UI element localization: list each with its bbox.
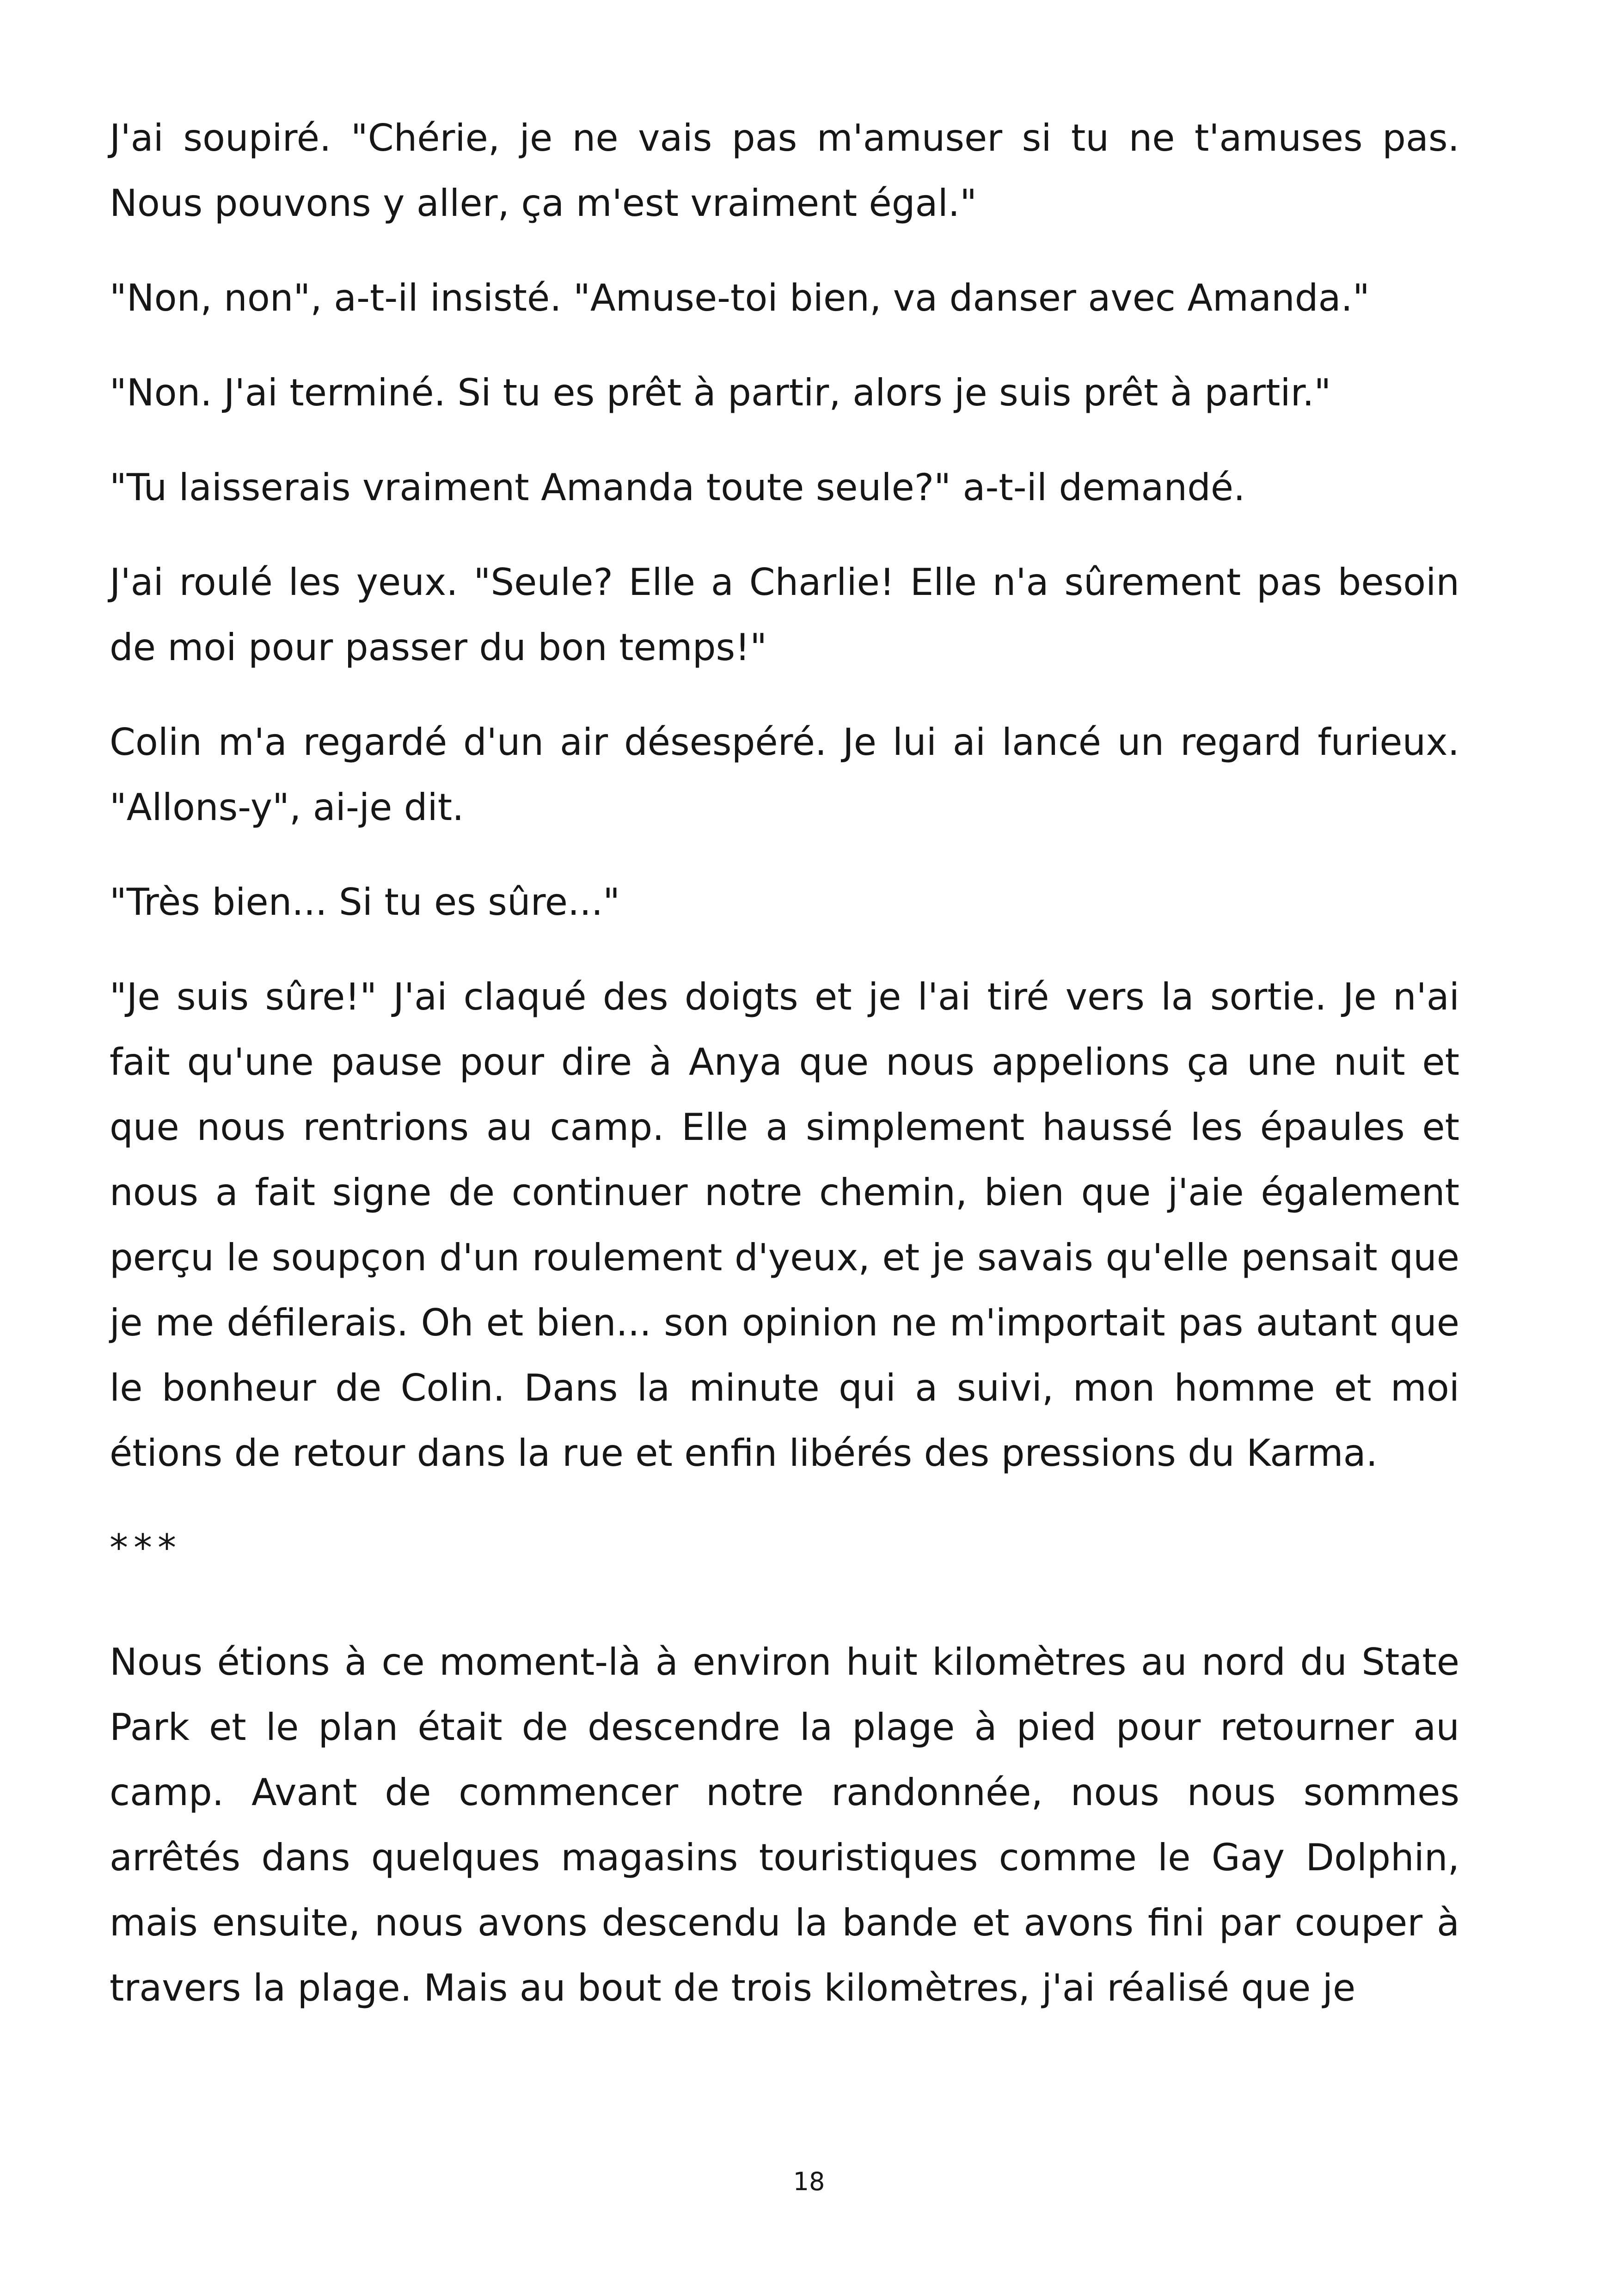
paragraph-4: "Tu laisserais vraiment Amanda toute seule?" a-t-il demandé. <box>110 466 1245 509</box>
page-body <box>110 105 1459 2050</box>
paragraph-1: J'ai soupiré. "Chérie, je ne vais pas m'amuser si tu ne t'amuses pas. Nous pouvons y aller, ça m'est vraiment égal." <box>110 116 1459 225</box>
paragraph-3: "Non. J'ai terminé. Si tu es prêt à partir, alors je suis prêt à partir." <box>110 371 1331 414</box>
page-number: 18 <box>793 2167 825 2196</box>
paragraph-5: J'ai roulé les yeux. "Seule? Elle a Charlie! Elle n'a sûrement pas besoin de moi pour passer du bon temps!" <box>110 561 1459 669</box>
section-separator: *** <box>110 1526 182 1569</box>
paragraph-7: "Très bien... Si tu es sûre..." <box>110 881 620 924</box>
paragraph-final: Nous étions à ce moment-là à environ huit kilomètres au nord du State Park et le plan était de descendre la plage à pied pour retourner au camp. Avant de commencer notre randonnée, nous nous sommes arrêtés dans quelques magasins touristiques comme le Gay Dolphin, mais ensuite, nous avons descendu la bande et avons fini par couper à travers la plage. Mais au bout de trois kilomètres, j'ai réalisé que je <box>110 1641 1459 2009</box>
paragraph-8: "Je suis sûre!" J'ai claqué des doigts et je l'ai tiré vers la sortie. Je n'ai fait qu'une pause pour dire à Anya que nous appelions ça une nuit et que nous rentrions au camp. Elle a simplement haussé les épaules et nous a fait signe de continuer notre chemin, bien que j'aie également perçu le soupçon d'un roulement d'yeux, et je savais qu'elle pensait que je me défilerais. Oh et bien... son opinion ne m'importait pas autant que le bonheur de Colin. Dans la minute qui a suivi, mon homme et moi étions de retour dans la rue et enfin libérés des pressions du Karma. <box>110 975 1459 1475</box>
paragraph-2: "Non, non", a-t-il insisté. "Amuse-toi bien, va danser avec Amanda." <box>110 276 1370 319</box>
paragraph-6: Colin m'a regardé d'un air désespéré. Je lui ai lancé un regard furieux. "Allons-y", ai-je dit. <box>110 721 1459 829</box>
